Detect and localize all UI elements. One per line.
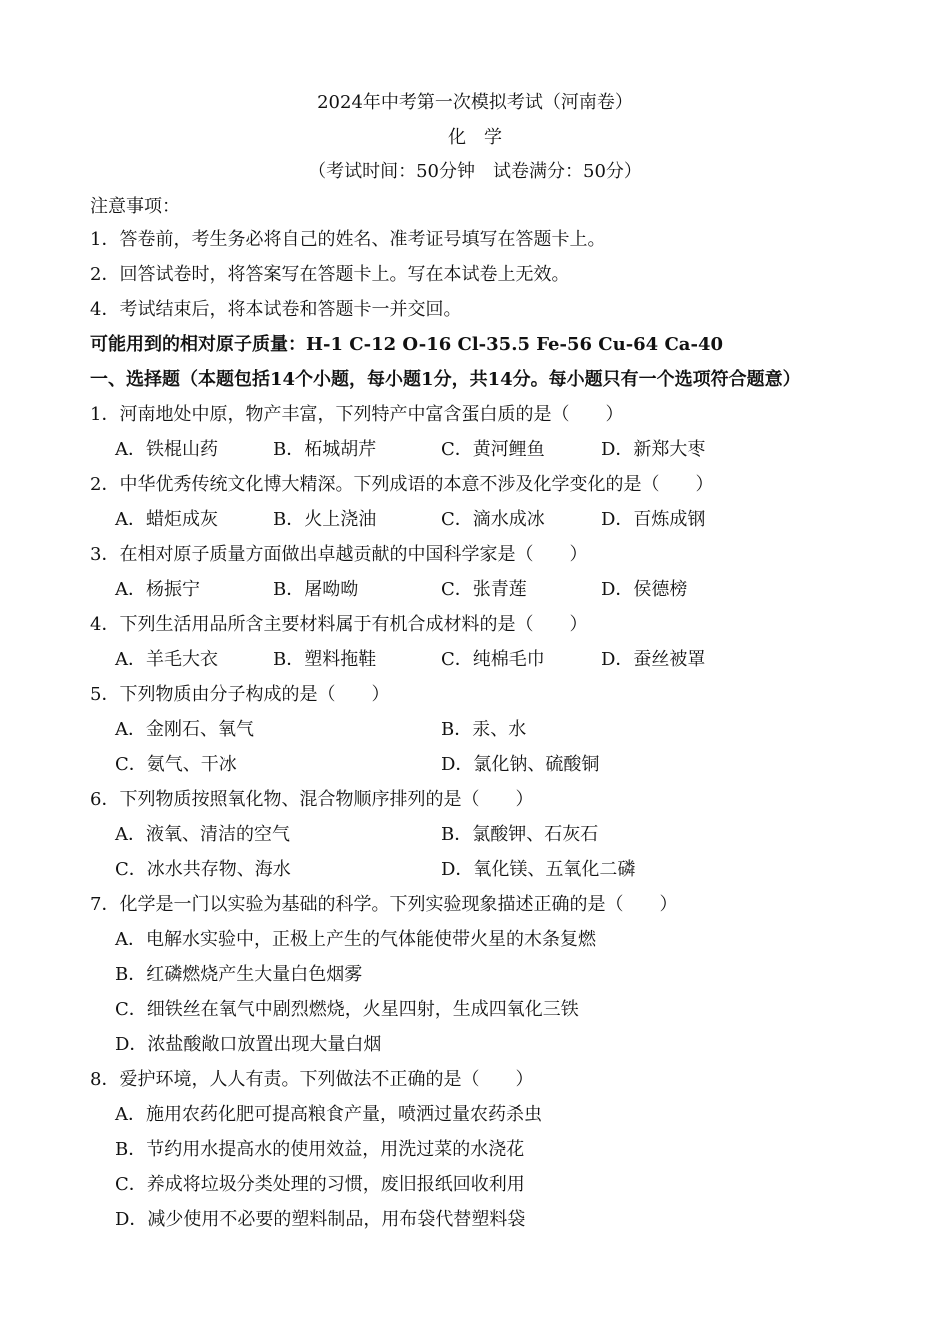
note-item: 1．答卷前，考生务必将自己的姓名、准考证号填写在答题卡上。 (90, 229, 606, 250)
option-d: D．氧化镁、五氧化二磷 (441, 859, 636, 880)
option-b: B．红磷燃烧产生大量白色烟雾 (115, 964, 363, 985)
question-stem: 1．河南地处中原，物产丰富，下列特产中富含蛋白质的是（ ） (90, 404, 624, 425)
option-c: C．张青莲 (441, 579, 527, 600)
question-stem: 3．在相对原子质量方面做出卓越贡献的中国科学家是（ ） (90, 544, 588, 565)
option-c: C．细铁丝在氧气中剧烈燃烧，火星四射，生成四氧化三铁 (115, 999, 579, 1020)
option-d: D．新郑大枣 (601, 439, 706, 460)
option-b: B．节约用水提高水的使用效益，用洗过菜的水浇花 (115, 1139, 525, 1160)
question-stem: 7．化学是一门以实验为基础的科学。下列实验现象描述正确的是（ ） (90, 894, 678, 915)
option-b: B．屠呦呦 (273, 579, 359, 600)
option-c: C．养成将垃圾分类处理的习惯，废旧报纸回收利用 (115, 1174, 525, 1195)
option-a: A．金刚石、氧气 (115, 719, 254, 740)
option-d: D．减少使用不必要的塑料制品，用布袋代替塑料袋 (115, 1209, 526, 1230)
exam-info: （考试时间：50分钟 试卷满分：50分） (308, 161, 642, 182)
option-a: A．杨振宁 (115, 579, 200, 600)
option-b: B．汞、水 (441, 719, 527, 740)
note-item: 2．回答试卷时，将答案写在答题卡上。写在本试卷上无效。 (90, 264, 570, 285)
option-a: A．羊毛大衣 (115, 649, 218, 670)
exam-title: 2024年中考第一次模拟考试（河南卷） (317, 92, 633, 113)
option-c: C．氨气、干冰 (115, 754, 237, 775)
option-d: D．百炼成钢 (601, 509, 706, 530)
subject-title: 化 学 (448, 127, 502, 148)
option-b: B．柘城胡芹 (273, 439, 377, 460)
note-item: 4．考试结束后，将本试卷和答题卡一并交回。 (90, 299, 462, 320)
option-c: C．纯棉毛巾 (441, 649, 545, 670)
option-d: D．氯化钠、硫酸铜 (441, 754, 600, 775)
question-stem: 2．中华优秀传统文化博大精深。下列成语的本意不涉及化学变化的是（ ） (90, 474, 714, 495)
option-d: D．侯德榜 (601, 579, 688, 600)
option-c: C．滴水成冰 (441, 509, 545, 530)
question-stem: 4．下列生活用品所含主要材料属于有机合成材料的是（ ） (90, 614, 588, 635)
option-a: A．蜡炬成灰 (115, 509, 218, 530)
question-stem: 8．爱护环境，人人有责。下列做法不正确的是（ ） (90, 1069, 534, 1090)
option-a: A．施用农药化肥可提高粮食产量，喷洒过量农药杀虫 (115, 1104, 542, 1125)
option-d: D．蚕丝被罩 (601, 649, 706, 670)
atomic-masses: 可能用到的相对原子质量：H-1 C-12 O-16 Cl-35.5 Fe-56 Cu-64 Ca-40 (90, 334, 723, 355)
option-a: A．铁棍山药 (115, 439, 218, 460)
notes-heading: 注意事项： (90, 196, 180, 217)
question-stem: 5．下列物质由分子构成的是（ ） (90, 684, 390, 705)
option-a: A．电解水实验中，正极上产生的气体能使带火星的木条复燃 (115, 929, 596, 950)
option-c: C．冰水共存物、海水 (115, 859, 291, 880)
section-heading: 一、选择题（本题包括14个小题，每小题1分，共14分。每小题只有一个选项符合题意） (90, 369, 801, 390)
option-a: A．液氧、清洁的空气 (115, 824, 290, 845)
option-b: B．氯酸钾、石灰石 (441, 824, 599, 845)
option-b: B．火上浇油 (273, 509, 377, 530)
question-stem: 6．下列物质按照氧化物、混合物顺序排列的是（ ） (90, 789, 534, 810)
option-d: D．浓盐酸敞口放置出现大量白烟 (115, 1034, 382, 1055)
option-b: B．塑料拖鞋 (273, 649, 377, 670)
option-c: C．黄河鲤鱼 (441, 439, 545, 460)
